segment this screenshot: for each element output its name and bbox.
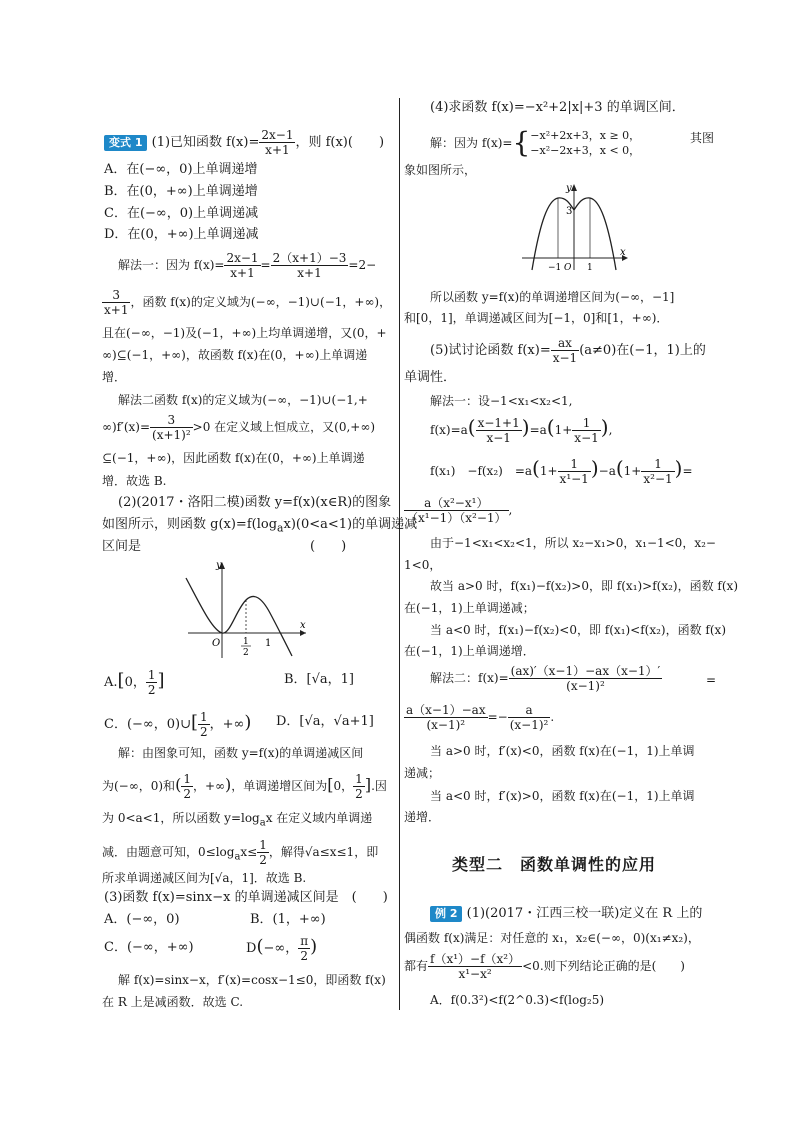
sol3-line1: 解：由图象可知，函数 y=f(x)的单调递减区间 — [118, 746, 364, 760]
sol6-line7: 故当 a>0 时，f(x₁)−f(x₂)>0，即 f(x₁)>f(x₂)，函数 f(x) — [430, 579, 739, 593]
function-curve — [186, 578, 292, 656]
sol6-line1: 解法一：设−1<x₁<x₂<1, — [430, 394, 573, 408]
sol2-line2: ∞)f′(x)= $\frac{3}{\text{(x+1)²}}$ >0 在定义域上恒成立，又(0,+∞) — [102, 413, 376, 442]
x-label: x — [620, 247, 626, 258]
tick-neg1: −1 — [548, 263, 562, 272]
sol2-line3: ⊆(−1，+∞)，因此函数 f(x)在(0，+∞)上单调递 — [102, 451, 365, 465]
sol3-line5: 所求单调递减区间为[√a，1]．故选 B. — [102, 871, 307, 885]
tick-half-den: 2 — [243, 648, 249, 658]
q1-option-b: B．在(0，+∞)上单调递增 — [104, 184, 258, 199]
sol4-line2: 在 R 上是减函数．故选 C. — [102, 995, 244, 1009]
q2-option-b: B．[√a，1] — [284, 672, 355, 687]
q1-fraction: $\frac{2x-1}{x+1}$ — [261, 128, 294, 157]
sol3-line4: 减．由题意可知，$0\le\log_ax\le$ $\frac{1}{2}$ ，解得√a≤x≤1，即 — [102, 838, 379, 867]
sol3-line3: 为 0<a<1，所以函数 $y=\log_ax$ 在定义域内单调递 — [102, 811, 373, 829]
sol7-line4: 递减； — [404, 766, 441, 780]
q2-function-graph — [178, 558, 314, 662]
ex2-option-a: A．f(0.3²)<f(2^0.3)<f(log₂5) — [430, 993, 605, 1007]
ex2-line2: 偶函数 f(x)满足：对任意的 x₁，x₂∈(−∞，0)(x₁≠x₂)， — [404, 931, 700, 945]
sol5-line2: 象如图所示， — [404, 163, 477, 177]
q3-option-b: B．(1，+∞) — [250, 912, 326, 927]
sol5-line4: 和[0，1]，单调递减区间为[−1，0]和[1，+∞)． — [404, 311, 669, 325]
q5-stem-2: 单调性． — [404, 370, 457, 385]
q2-option-d: D．[√a，√a+1] — [276, 714, 374, 729]
sol6-line10: 在(−1，1)上单调递增． — [404, 644, 535, 658]
sol1-line2: $\frac{3}{x+1}$ ，函数 f(x)的定义域为(−∞，−1)∪(−1，+∞)， — [104, 288, 392, 317]
sol2-line4: 增．故选 B. — [102, 474, 167, 488]
sol1-line3: 且在(−∞，−1)及(−1，+∞)上均单调递增，又(0，+ — [102, 326, 387, 340]
q3-stem: (3)函数 f(x)=sinx−x 的单调递减区间是 ( ) — [104, 890, 388, 905]
sol6-line8: 在(−1，1)上单调递减； — [404, 601, 535, 615]
sol5-line1: 解：因为 f(x)={ −x²+2x+3，x ≥ 0， −x²−2x+3，x < 0， — [430, 126, 641, 159]
x-label: x — [300, 620, 306, 631]
q5-stem: (5)试讨论函数 f(x)= $\frac{ax}{x-1}$ (a≠0)在(−1，1)上的 — [430, 336, 706, 365]
q1-option-a: A．在(−∞，0)上单调递增 — [104, 162, 258, 177]
sol7-line3: 当 a>0 时，f′(x)<0，函数 f(x)在(−1，1)上单调 — [430, 744, 695, 758]
sol6-line9: 当 a<0 时，f(x₁)−f(x₂)<0，即 f(x₁)<f(x₂)，函数 f(x) — [430, 623, 727, 637]
sol4-line1: 解 f(x)=sinx−x，f′(x)=cosx−1≤0，即函数 f(x) — [118, 973, 386, 987]
sol6-line3: f(x₁) −f(x₂) =a(1+ $\frac{1}{\text{x¹−1}}$ )−a(1+ $\frac{1}{\text{x²−1}}$ )= — [430, 456, 693, 486]
sol7-line1: 解法二：f(x)= $\frac{(ax)'(x-1)-ax(x-1)'}{\text{(x−1)²}}$ — [430, 664, 661, 693]
variant-tag: 变式 1 — [104, 135, 147, 151]
sol2-line1: 解法二函数 f(x)的定义域为(−∞，−1)∪(−1,+ — [118, 393, 368, 407]
section-heading: 类型二 函数单调性的应用 — [452, 855, 657, 874]
sol7-line5: 当 a<0 时，f′(x)>0，函数 f(x)在(−1，1)上单调 — [430, 789, 695, 803]
q3-option-d: D(−∞， $\frac{\pi}{2}$ ) — [246, 934, 318, 963]
sol5-tail: 其图 — [690, 131, 715, 145]
q4-stem: (4)求函数 f(x)=−x²+2|x|+3 的单调区间． — [430, 100, 685, 115]
tick-three: 3 — [566, 206, 573, 217]
ex2-line1: 例 2 (1)(2017・江西三校一联)定义在 R 上的 — [430, 906, 702, 922]
q2-line1: (2)(2017・洛阳二模)函数 y=f(x)(x∈R)的图象 — [118, 495, 392, 510]
sol1-line4: ∞)⊆(−1，+∞)，故函数 f(x)在(0，+∞)上单调递 — [102, 348, 368, 362]
origin-label: O — [212, 638, 221, 649]
sol7-eq: = — [706, 673, 717, 687]
q2-option-a: A.[0， $\frac{1}{2}$ ] — [104, 668, 165, 697]
q1-option-c: C．在(−∞，0)上单调递减 — [104, 206, 259, 221]
sol6-line4: $\frac{\text{a（x²−x¹）}}{\text{（x¹−1）（x²−1）}}$ , — [406, 496, 513, 525]
origin-label: O — [564, 263, 572, 272]
sol7-line2: $\frac{a(x-1)-ax}{\text{(x−1)²}}$ =− $\frac{a}{\text{(x−1)²}}$ . — [406, 703, 555, 732]
sol1-line5: 增． — [102, 370, 127, 384]
sol3-line2: 为(−∞，0)和( $\frac{1}{2}$ ，+∞)，单调递增区间为[0， $\frac{1}{2}$ ].因 — [102, 772, 387, 801]
y-label: y — [566, 183, 572, 194]
q4-function-graph — [518, 182, 630, 272]
sol6-line5: 由于−1<x₁<x₂<1，所以 x₂−x₁>0，x₁−1<0，x₂− — [430, 536, 716, 550]
q2-line2: 如图所示，则函数 $g(x)=f(\log_ax)(0<a<1)$的单调递减 — [102, 517, 418, 535]
q1-stem: 变式 1 (1)已知函数 f(x)= $\frac{2x-1}{x+1}$ ，则 f(x)( ) — [104, 128, 384, 157]
sol1-line1: 解法一：因为 f(x)= $\frac{2x-1}{x+1}$ = $\frac{2(x+1)-3}{x+1}$ =2− — [118, 251, 377, 280]
tick-half-num: 1 — [243, 637, 249, 647]
q3-option-c: C．(−∞，+∞) — [104, 940, 194, 955]
sol7-line6: 递增． — [404, 810, 441, 824]
q3-option-a: A．(−∞，0) — [104, 912, 180, 927]
sol6-line2: f(x)=a( $\frac{x-1+1}{x-1}$ )=a(1+ $\frac{1}{x-1}$ ), — [430, 415, 613, 445]
sol6-line6: 1<0， — [404, 558, 442, 572]
tick-one: 1 — [265, 638, 272, 649]
example-tag: 例 2 — [430, 906, 462, 922]
q1-option-d: D．在(0，+∞)上单调递减 — [104, 227, 259, 242]
q2-line3: 区间是 ( ) — [102, 539, 347, 554]
ex2-line3: 都有 $\frac{\text{f（x¹）−f（x²）}}{\text{x¹−x²}}$ <0.则下列结论正确的是( ) — [404, 952, 685, 981]
sol5-line3: 所以函数 y=f(x)的单调递增区间为(−∞，−1] — [430, 290, 675, 304]
y-axis-arrow — [571, 184, 577, 191]
column-divider — [399, 98, 400, 1010]
y-label: y — [216, 560, 222, 571]
tick-one: 1 — [587, 263, 593, 272]
q2-option-c: C．(−∞，0)∪[ $\frac{1}{2}$ ，+∞) — [104, 710, 252, 739]
